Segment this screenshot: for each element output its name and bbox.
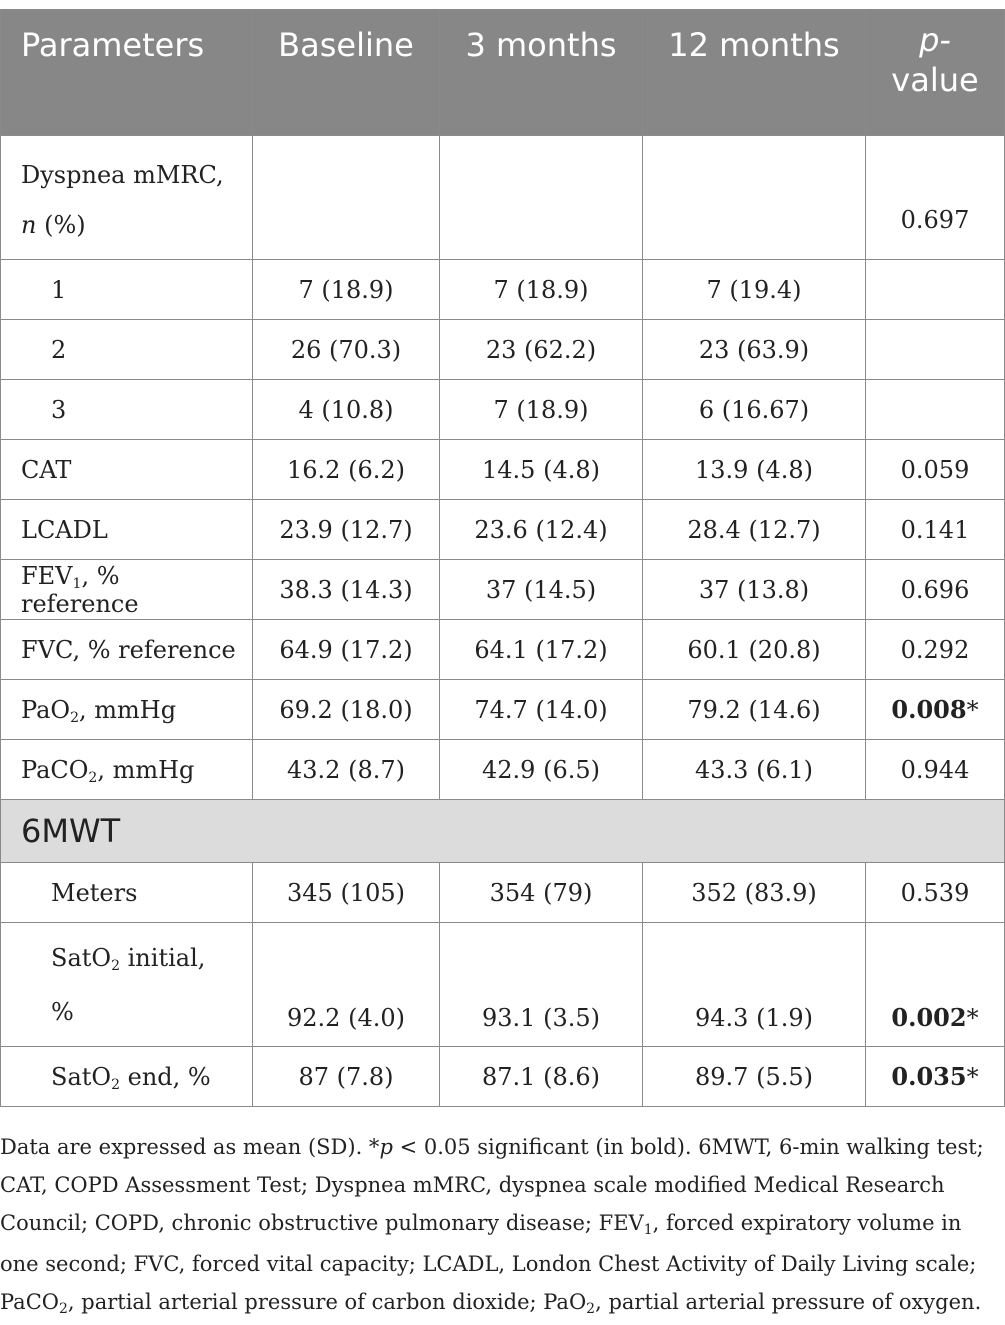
cell-baseline: 92.2 (4.0) bbox=[253, 923, 440, 1047]
row-label: Meters bbox=[1, 863, 253, 923]
table-footnote bbox=[0, 1128, 1000, 1324]
cell-baseline: 16.2 (6.2) bbox=[253, 440, 440, 500]
cell-p-value bbox=[866, 320, 1005, 380]
cell-12-months: 94.3 (1.9) bbox=[643, 923, 866, 1047]
header-row bbox=[1, 10, 1005, 136]
row-label: $FEV_1$, % reference bbox=[1, 560, 253, 620]
row-label: FVC, % reference bbox=[1, 620, 253, 680]
cell-baseline: 87 (7.8) bbox=[253, 1047, 440, 1107]
row-label: PaO$_2$, mmHg bbox=[1, 680, 253, 740]
cell-p-value: 0.697 bbox=[866, 136, 1005, 260]
table-row-mmrc bbox=[1, 136, 1005, 260]
cell-baseline bbox=[253, 136, 440, 260]
cell-12-months: 28.4 (12.7) bbox=[643, 500, 866, 560]
table-row-fvc bbox=[1, 620, 1005, 680]
row-label: 3 bbox=[1, 380, 253, 440]
cell-3-months: 354 (79) bbox=[440, 863, 643, 923]
cell-3-months: 64.1 (17.2) bbox=[440, 620, 643, 680]
cell-3-months: 23.6 (12.4) bbox=[440, 500, 643, 560]
cell-12-months: 6 (16.67) bbox=[643, 380, 866, 440]
header-p-value bbox=[866, 10, 1005, 136]
cell-baseline: 4 (10.8) bbox=[253, 380, 440, 440]
cell-p-value: 0.035* bbox=[866, 1047, 1005, 1107]
row-label: 1 bbox=[1, 260, 253, 320]
cell-baseline: 38.3 (14.3) bbox=[253, 560, 440, 620]
cell-p-value: 0.059 bbox=[866, 440, 1005, 500]
table-row-sat-end bbox=[1, 1047, 1005, 1107]
cell-3-months: 37 (14.5) bbox=[440, 560, 643, 620]
cell-p-value: 0.292 bbox=[866, 620, 1005, 680]
table-row-pao2 bbox=[1, 680, 1005, 740]
cell-p-value: 0.002* bbox=[866, 923, 1005, 1047]
cell-baseline: 69.2 (18.0) bbox=[253, 680, 440, 740]
cell-p-value bbox=[866, 260, 1005, 320]
cell-3-months: 23 (62.2) bbox=[440, 320, 643, 380]
cell-baseline: 43.2 (8.7) bbox=[253, 740, 440, 800]
cell-12-months: 13.9 (4.8) bbox=[643, 440, 866, 500]
cell-p-value: 0.141 bbox=[866, 500, 1005, 560]
cell-12-months: 89.7 (5.5) bbox=[643, 1047, 866, 1107]
header-p-value-line2: value bbox=[891, 61, 979, 99]
cell-baseline: 23.9 (12.7) bbox=[253, 500, 440, 560]
row-label: Dyspnea mMRC, n (%) bbox=[1, 136, 253, 260]
table-row-meters bbox=[1, 863, 1005, 923]
header-parameters: Parameters bbox=[1, 10, 253, 136]
cell-12-months: 352 (83.9) bbox=[643, 863, 866, 923]
cell-3-months: 7 (18.9) bbox=[440, 380, 643, 440]
cell-baseline: 345 (105) bbox=[253, 863, 440, 923]
table-row-sat-initial bbox=[1, 923, 1005, 1047]
section-row-6mwt bbox=[1, 800, 1005, 863]
cell-3-months: 14.5 (4.8) bbox=[440, 440, 643, 500]
row-label: SatO$_2$ end, % bbox=[1, 1047, 253, 1107]
cell-12-months: 37 (13.8) bbox=[643, 560, 866, 620]
cell-3-months: 87.1 (8.6) bbox=[440, 1047, 643, 1107]
row-label: CAT bbox=[1, 440, 253, 500]
header-12-months: 12 months bbox=[643, 10, 866, 136]
cell-baseline: 64.9 (17.2) bbox=[253, 620, 440, 680]
header-baseline: Baseline bbox=[253, 10, 440, 136]
cell-12-months: 23 (63.9) bbox=[643, 320, 866, 380]
cell-3-months bbox=[440, 136, 643, 260]
footnote-text: Data are expressed as mean (SD). *p < 0.05 significant (in bold). 6MWT, 6-min walking test; CAT, COPD Assessment Test; Dyspnea mMRC, dyspnea scale modified Medical Research Council; COPD, chronic obstructive pulmonary disease; $FEV_1$, forced expiratory volume in one second; FVC, forced vital capacity; LCADL, London Chest Activity of Daily Living scale; PaCO$_2$, partial arterial pressure of carbon dioxide; PaO$_2$, partial arterial pressure of oxygen. bbox=[0, 1135, 984, 1317]
cell-baseline: 26 (70.3) bbox=[253, 320, 440, 380]
table-row-fev1 bbox=[1, 560, 1005, 620]
cell-p-value: 0.008* bbox=[866, 680, 1005, 740]
results-table bbox=[0, 9, 1005, 1107]
row-label: 2 bbox=[1, 320, 253, 380]
table-row-lcadl bbox=[1, 500, 1005, 560]
header-p-value-line1: p- bbox=[919, 21, 951, 59]
cell-3-months: 42.9 (6.5) bbox=[440, 740, 643, 800]
cell-p-value: 0.944 bbox=[866, 740, 1005, 800]
table-row-paco2 bbox=[1, 740, 1005, 800]
row-label: PaCO$_2$, mmHg bbox=[1, 740, 253, 800]
cell-baseline: 7 (18.9) bbox=[253, 260, 440, 320]
cell-p-value: 0.539 bbox=[866, 863, 1005, 923]
table-row-mmrc-3 bbox=[1, 380, 1005, 440]
cell-12-months: 79.2 (14.6) bbox=[643, 680, 866, 740]
cell-3-months: 93.1 (3.5) bbox=[440, 923, 643, 1047]
section-label: 6MWT bbox=[1, 800, 1005, 863]
cell-p-value: 0.696 bbox=[866, 560, 1005, 620]
row-label: LCADL bbox=[1, 500, 253, 560]
cell-12-months bbox=[643, 136, 866, 260]
row-label: SatO$_2$ initial, % bbox=[1, 923, 253, 1047]
table-row-mmrc-2 bbox=[1, 320, 1005, 380]
cell-p-value bbox=[866, 380, 1005, 440]
cell-12-months: 60.1 (20.8) bbox=[643, 620, 866, 680]
header-3-months: 3 months bbox=[440, 10, 643, 136]
cell-12-months: 43.3 (6.1) bbox=[643, 740, 866, 800]
table-row-mmrc-1 bbox=[1, 260, 1005, 320]
cell-3-months: 74.7 (14.0) bbox=[440, 680, 643, 740]
cell-12-months: 7 (19.4) bbox=[643, 260, 866, 320]
cell-3-months: 7 (18.9) bbox=[440, 260, 643, 320]
table-row-cat bbox=[1, 440, 1005, 500]
